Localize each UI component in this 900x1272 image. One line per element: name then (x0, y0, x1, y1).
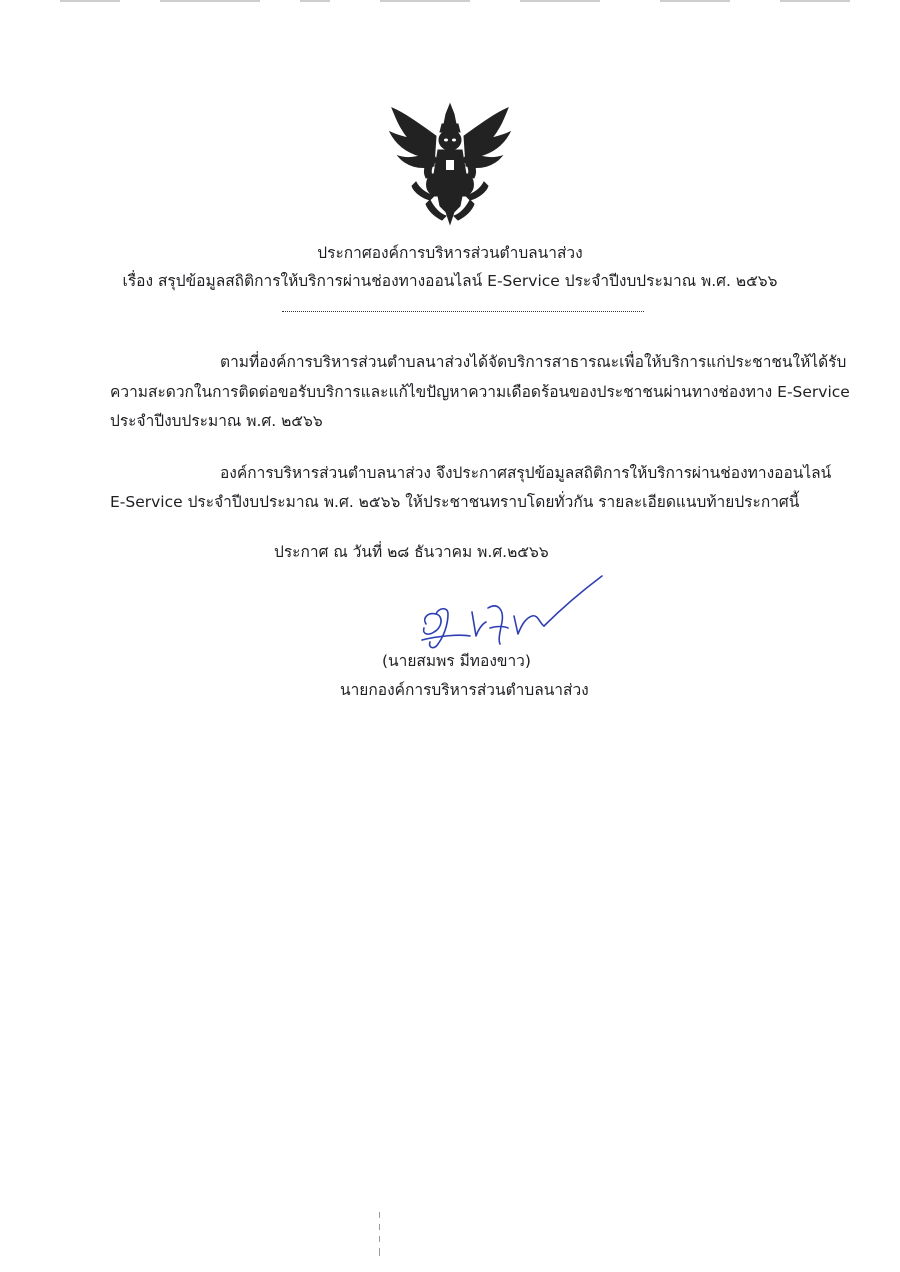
scan-artifact-bottom (378, 1212, 381, 1258)
garuda-emblem-icon (386, 100, 514, 228)
dotted-separator (282, 309, 644, 312)
paragraph2-line2: E-Service ประจำปีงบประมาณ พ.ศ. ๒๕๖๖ ให้ประชาชนทราบโดยทั่วกัน รายละเอียดแนบท้ายประกาศนี้ (110, 493, 800, 511)
paragraph1-line3: ประจำปีงบประมาณ พ.ศ. ๒๕๖๖ (110, 412, 323, 430)
paragraph1-line2: ความสะดวกในการติดต่อขอรับบริการและแก้ไขปัญหาความเดือดร้อนของประชาชนผ่านทางช่องทาง E-Service (110, 383, 850, 401)
signatory-name: (นายสมพร มีทองขาว) (382, 652, 531, 670)
paragraph2-line1: องค์การบริหารส่วนตำบลนาส่วง จึงประกาศสรุปข้อมูลสถิติการให้บริการผ่านช่องทางออนไลน์ (220, 464, 832, 482)
announcement-date: ประกาศ ณ วันที่ ๒๘ ธันวาคม พ.ศ.๒๕๖๖ (274, 543, 549, 561)
paragraph1-line1: ตามที่องค์การบริหารส่วนตำบลนาส่วงได้จัดบริการสาธารณะเพื่อให้บริการแก่ประชาชนให้ได้รับ (220, 353, 847, 371)
signatory-position: นายกองค์การบริหารส่วนตำบลนาส่วง (340, 681, 589, 699)
announcement-title: ประกาศองค์การบริหารส่วนตำบลนาส่วง (317, 244, 583, 262)
scan-artifact-top (0, 0, 900, 6)
announcement-subject: เรื่อง สรุปข้อมูลสถิติการให้บริการผ่านช่องทางออนไลน์ E-Service ประจำปีงบประมาณ พ.ศ. ๒๕๖๖ (122, 272, 778, 290)
